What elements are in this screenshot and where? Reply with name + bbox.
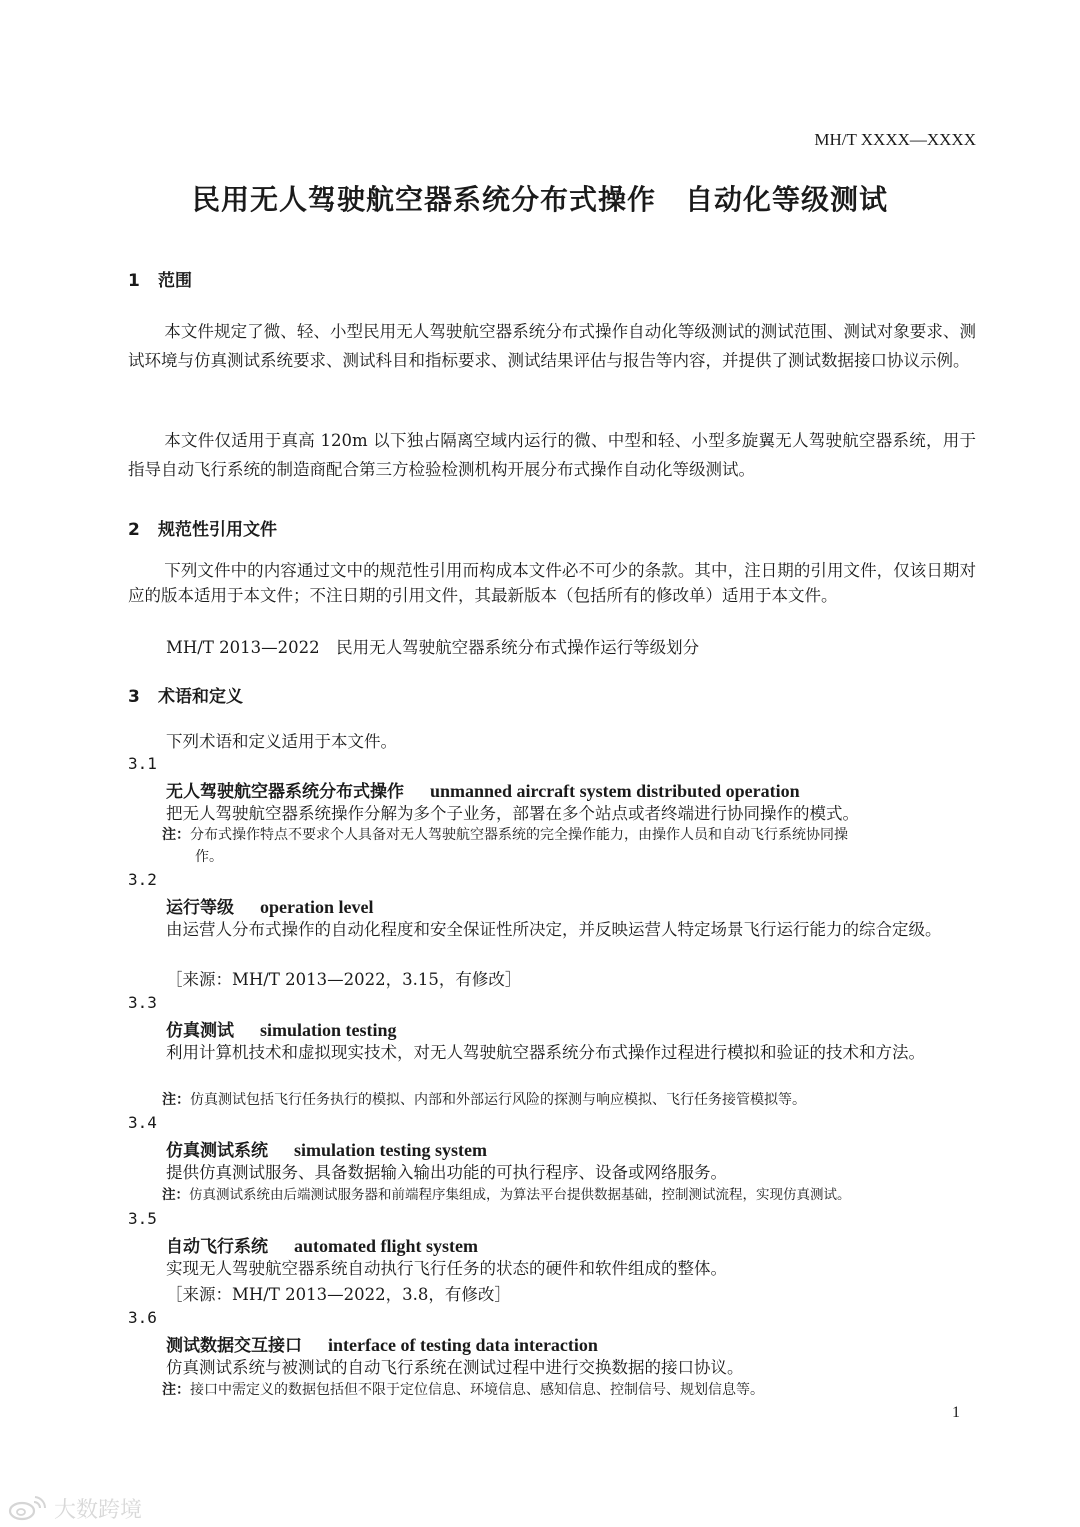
scope-paragraph-2: 本文件仅适用于真高 120m 以下独占隔离空域内运行的微、中型和轻、小型多旋翼无人驾驶航空器系统，用于指导自动飞行系统的制造商配合第三方检验检测机构开展分布式操作自动化等级测试。 [128,431,976,479]
term-title [166,1016,397,1041]
section-1-heading [128,266,192,291]
weibo-logo-icon [8,1496,48,1522]
term-definition: 由运营人分布式操作的自动化程度和安全保证性所决定，并反映运营人特定场景飞行运行能力的综合定级。 [166,920,942,939]
term-zh: 仿真测试 [166,1021,234,1041]
term-en: interface of testing data interaction [328,1335,598,1355]
note-label: 注： [162,827,190,843]
document-title: 民用无人驾驶航空器系统分布式操作 自动化等级测试 [191,183,888,216]
term-number: 3.1 [128,754,157,773]
term-title [166,1232,478,1257]
term-title [166,777,800,802]
term-title [166,1136,487,1161]
term-zh: 运行等级 [166,898,234,918]
section-2-heading [128,515,277,540]
term-en: unmanned aircraft system distributed operation [430,781,800,801]
note-label: 注： [162,1382,190,1398]
term-note [162,1089,976,1111]
note-text: 分布式操作特点不要求个人具备对无人驾驶航空器系统的完全操作能力，由操作人员和自动飞行系统协同操 [190,827,848,843]
term-title [166,1331,598,1356]
watermark-text: 大数跨境 [54,1498,143,1523]
term-definition: 提供仿真测试服务、具备数据输入输出功能的可执行程序、设备或网络服务。 [166,1163,727,1182]
section-3-heading [128,682,243,707]
scope-paragraph-1: 本文件规定了微、轻、小型民用无人驾驶航空器系统分布式操作自动化等级测试的测试范围、测试对象要求、测试环境与仿真测试系统要求、测试科目和指标要求、测试结果评估与报告等内容，并提供了测试数据接口协议示例。 [128,322,976,370]
document-number: MH/T XXXX—XXXX [814,130,976,149]
section-number: 2 [128,520,140,540]
normative-reference-item: MH/T 2013—2022 民用无人驾驶航空器系统分布式操作运行等级划分 [166,638,700,657]
terms-intro: 下列术语和定义适用于本文件。 [166,732,397,751]
note-text: 仿真测试包括飞行任务执行的模拟、内部和外部运行风险的探测与响应模拟、飞行任务接管模拟等。 [190,1092,806,1108]
term-zh: 无人驾驶航空器系统分布式操作 [166,782,404,802]
term-definition: 仿真测试系统与被测试的自动飞行系统在测试过程中进行交换数据的接口协议。 [166,1358,744,1377]
section-title: 规范性引用文件 [158,520,277,540]
watermark [8,1493,142,1524]
term-source: ［来源：MH/T 2013—2022，3.15，有修改］ [166,970,522,989]
term-en: simulation testing system [294,1140,487,1160]
note-label: 注： [162,1187,189,1203]
term-title [166,893,373,918]
term-note [162,824,976,868]
note-label: 注： [162,1092,190,1108]
note-text: 接口中需定义的数据包括但不限于定位信息、环境信息、感知信息、控制信号、规划信息等。 [190,1382,764,1398]
term-en: automated flight system [294,1236,478,1256]
term-zh: 测试数据交互接口 [166,1336,302,1356]
section-title: 术语和定义 [158,687,243,707]
term-number: 3.6 [128,1308,157,1327]
normative-references-paragraph: 下列文件中的内容通过文中的规范性引用而构成本文件必不可少的条款。其中，注日期的引用文件，仅该日期对应的版本适用于本文件；不注日期的引用文件，其最新版本（包括所有的修改单）适用于本文件。 [128,561,976,605]
section-number: 3 [128,687,140,707]
term-source: ［来源：MH/T 2013—2022，3.8，有修改］ [166,1285,511,1304]
term-note [162,1184,976,1206]
term-definition: 把无人驾驶航空器系统操作分解为多个子业务，部署在多个站点或者终端进行协同操作的模式。 [166,804,859,823]
term-en: simulation testing [260,1020,397,1040]
term-definition: 实现无人驾驶航空器系统自动执行飞行任务的状态的硬件和软件组成的整体。 [166,1259,727,1278]
term-definition: 利用计算机技术和虚拟现实技术，对无人驾驶航空器系统分布式操作过程进行模拟和验证的技术和方法。 [166,1043,925,1062]
term-zh: 自动飞行系统 [166,1237,268,1257]
term-note [162,1379,976,1401]
term-number: 3.4 [128,1113,157,1132]
note-text-continued: 作。 [195,849,223,865]
section-number: 1 [128,271,140,291]
note-text: 仿真测试系统由后端测试服务器和前端程序集组成，为算法平台提供数据基础，控制测试流程，实现仿真测试。 [189,1187,851,1203]
page-number: 1 [952,1404,960,1421]
term-en: operation level [260,897,374,917]
term-number: 3.3 [128,993,157,1012]
term-number: 3.5 [128,1209,157,1228]
term-number: 3.2 [128,870,157,889]
term-zh: 仿真测试系统 [166,1141,268,1161]
section-title: 范围 [158,271,192,291]
